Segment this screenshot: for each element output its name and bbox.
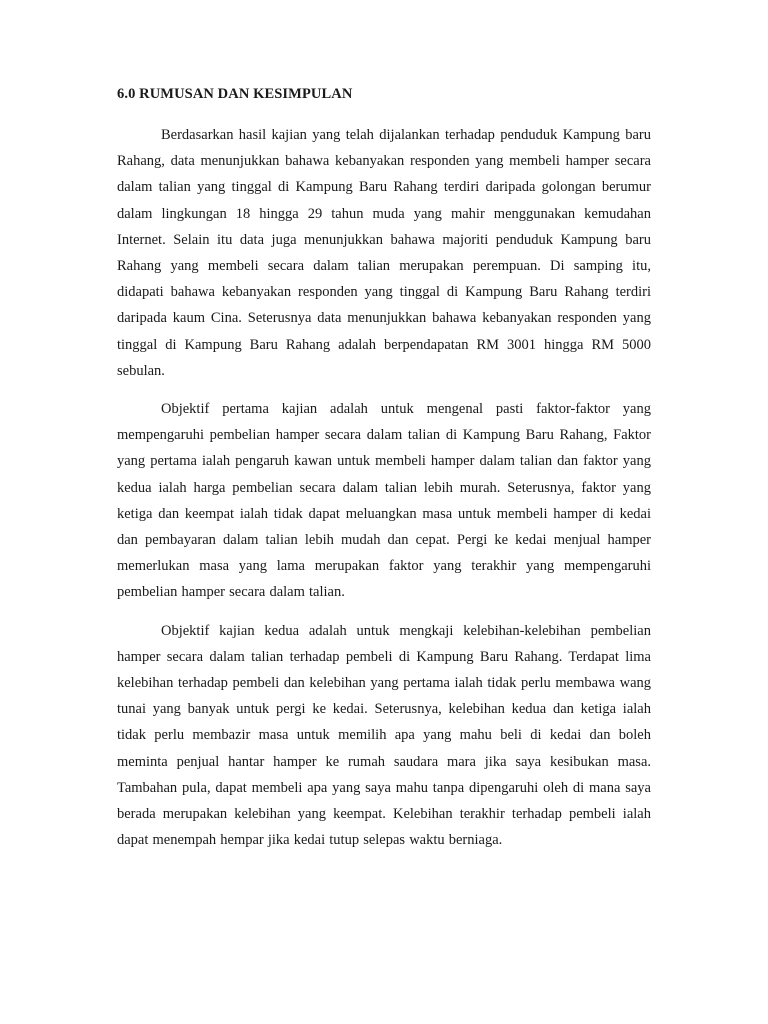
paragraph-summary-respondents: Berdasarkan hasil kajian yang telah dijalankan terhadap penduduk Kampung baru Rahang, data menunjukkan bahawa kebanyakan responden yang membeli hamper secara dalam talian yang tinggal di Kampung Baru Rahang terdiri daripada golongan berumur dalam lingkungan 18 hingga 29 tahun muda yang mahir menggunakan kemudahan Internet. Selain itu data juga menunjukkan bahawa majoriti penduduk Kampung baru Rahang yang membeli secara dalam talian merupakan perempuan. Di samping itu, didapati bahawa kebanyakan responden yang tinggal di Kampung Baru Rahang terdiri daripada kaum Cina. Seterusnya data menunjukkan bahawa kebanyakan responden yang tinggal di Kampung Baru Rahang adalah berpendapatan RM 3001 hingga RM 5000 sebulan. [117, 127, 651, 379]
document-page [117, 84, 651, 865]
section-heading: 6.0 RUMUSAN DAN KESIMPULAN [117, 86, 353, 102]
paragraph-objective-one: Objektif pertama kajian adalah untuk mengenal pasti faktor-faktor yang mempengaruhi pembelian hamper secara dalam talian di Kampung Baru Rahang, Faktor yang pertama ialah pengaruh kawan untuk membeli hamper dalam talian dan faktor yang kedua ialah harga pembelian secara dalam talian lebih murah. Seterusnya, faktor yang ketiga dan keempat ialah tidak dapat meluangkan masa untuk membeli hamper di kedai dan pembayaran dalam talian lebih mudah dan cepat. Pergi ke kedai menjual hamper memerlukan masa yang lama merupakan faktor yang terakhir yang mempengaruhi pembelian hamper secara dalam talian. [117, 401, 651, 601]
paragraph-objective-two: Objektif kajian kedua adalah untuk mengkaji kelebihan-kelebihan pembelian hamper secara dalam talian terhadap pembeli di Kampung Baru Rahang. Terdapat lima kelebihan terhadap pembeli dan kelebihan yang pertama ialah tidak perlu membawa wang tunai yang banyak untuk pergi ke kedai. Seterusnya, kelebihan kedua dan ketiga ialah tidak perlu membazir masa untuk memilih apa yang mahu beli di kedai dan boleh meminta penjual hantar hamper ke rumah saudara mara jika saya kesibukan masa. Tambahan pula, dapat membeli apa yang saya mahu tanpa dipengaruhi oleh di mana saya berada merupakan kelebihan yang keempat. Kelebihan terakhir terhadap pembeli ialah dapat menempah hempar jika kedai tutup selepas waktu berniaga. [117, 622, 651, 849]
